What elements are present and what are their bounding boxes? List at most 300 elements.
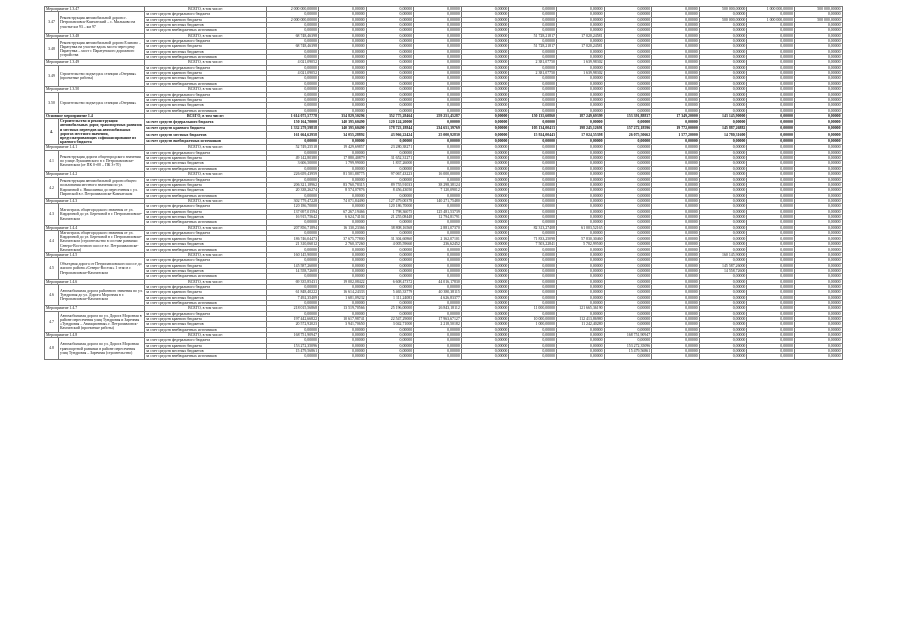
amount-cell: 145 887,26882 bbox=[699, 125, 747, 132]
total-cell: 0,00000 bbox=[794, 225, 842, 230]
event-name: Строительство и реконструкция автомобильных дорог, транспортных развязок и местных переездов на автомобильных дорогах местного значения, предусматривающих софинансирование из краевого бюджета bbox=[59, 119, 145, 145]
amount-cell: 0,00000 bbox=[461, 230, 509, 236]
amount-cell: 0,00000 bbox=[794, 81, 842, 86]
funding-source-label: за счет средств внебюджетных источников bbox=[145, 327, 267, 332]
funding-source-label: за счет средств внебюджетных источников bbox=[145, 55, 267, 60]
amount-cell: 0,00000 bbox=[652, 354, 700, 359]
amount-cell: 0,00000 bbox=[794, 354, 842, 359]
amount-cell: 500 000,00000 bbox=[699, 17, 747, 22]
amount-cell: 0,00000 bbox=[604, 290, 652, 295]
amount-cell: 0,00000 bbox=[366, 55, 414, 60]
amount-cell: 1 681,09232 bbox=[319, 295, 367, 300]
funding-source-label: за счет средств краевого бюджета bbox=[145, 182, 267, 187]
amount-cell: 0,00000 bbox=[747, 193, 795, 198]
amount-cell: 0,00000 bbox=[366, 285, 414, 290]
amount-cell: 0,00000 bbox=[414, 28, 462, 33]
amount-cell: 7 120,09012 bbox=[414, 188, 462, 193]
total-cell: 0,00000 bbox=[461, 279, 509, 284]
amount-cell: 0,00000 bbox=[747, 49, 795, 54]
amount-cell: 0,00000 bbox=[319, 44, 367, 49]
amount-cell: 0,00000 bbox=[652, 177, 700, 182]
amount-cell: 0,00000 bbox=[556, 349, 604, 354]
amount-cell: 0,00000 bbox=[461, 268, 509, 273]
funding-source-label: за счет средств краевого бюджета bbox=[145, 156, 267, 161]
total-cell: 23 280,38271 bbox=[366, 145, 414, 150]
event-name: Реконструкция автомобильной дороги общего пользования местного значения по ул. Кирпичной с. Николаевка до пересечения с ул. Пиратской в г. Петропавловске-Камчатском bbox=[59, 177, 145, 198]
amount-cell: 0,00000 bbox=[461, 65, 509, 70]
amount-cell: 4 005,59660 bbox=[366, 241, 414, 247]
amount-cell: 0,00000 bbox=[509, 150, 557, 155]
event-title: Мероприятие 1.4.7 bbox=[45, 306, 145, 311]
event-name: Объездная дорога от Петропавловского шоссе до жилого района «Северо-Восток» 1 этап в г. Петропавловске-Камчатском bbox=[59, 258, 145, 279]
total-label: ВСЕГО, в том числе: bbox=[145, 33, 267, 38]
amount-cell: 1 332 279,59818 bbox=[267, 125, 319, 132]
amount-cell: 0,00000 bbox=[267, 138, 319, 145]
total-cell: 0,00000 bbox=[604, 172, 652, 177]
amount-cell: 0,00000 bbox=[699, 274, 747, 279]
total-cell: 16 000,00000 bbox=[414, 172, 462, 177]
amount-cell: 0,00000 bbox=[461, 76, 509, 81]
event-index: 4.8 bbox=[45, 338, 59, 359]
amount-cell: 0,00000 bbox=[794, 161, 842, 166]
total-cell: 0,00000 bbox=[699, 306, 747, 311]
amount-cell: 0,00000 bbox=[509, 103, 557, 108]
amount-cell: 0,00000 bbox=[267, 55, 319, 60]
amount-cell: 21 310,06012 bbox=[267, 241, 319, 247]
amount-cell: 0,00000 bbox=[556, 76, 604, 81]
funding-source-label: за счет средств внебюджетных источников bbox=[145, 28, 267, 33]
amount-cell: 0,00000 bbox=[461, 354, 509, 359]
amount-cell: 40 380,38115 bbox=[414, 290, 462, 295]
amount-cell: 0,00000 bbox=[699, 28, 747, 33]
amount-cell: 0,00000 bbox=[414, 161, 462, 166]
amount-cell: 0,00000 bbox=[652, 317, 700, 322]
amount-cell: 0,00000 bbox=[461, 156, 509, 161]
amount-cell: 51 728,21817 bbox=[509, 44, 557, 49]
event-title: Мероприятие 1.4.2 bbox=[45, 172, 145, 177]
amount-cell: 10 000,00000 bbox=[509, 317, 557, 322]
total-cell: 0,00000 bbox=[461, 172, 509, 177]
amount-cell: 0,00000 bbox=[319, 23, 367, 28]
total-cell: 0,00000 bbox=[747, 333, 795, 338]
amount-cell: 0,00000 bbox=[747, 132, 795, 139]
amount-cell: 0,00000 bbox=[604, 268, 652, 273]
amount-cell: 0,00000 bbox=[604, 103, 652, 108]
amount-cell: 0,00000 bbox=[414, 65, 462, 70]
amount-cell: 0,00000 bbox=[604, 44, 652, 49]
total-cell: 97 067,43223 bbox=[366, 172, 414, 177]
total-cell: 259 251,45287 bbox=[414, 113, 462, 118]
amount-cell: 0,00000 bbox=[699, 49, 747, 54]
amount-cell: 500 000,00000 bbox=[794, 17, 842, 22]
amount-cell: 0,00000 bbox=[267, 301, 319, 306]
amount-cell: 0,00000 bbox=[509, 290, 557, 295]
amount-cell: 49 142,80380 bbox=[267, 156, 319, 161]
amount-cell: 0,00000 bbox=[699, 182, 747, 187]
amount-cell: 0,00000 bbox=[699, 214, 747, 219]
amount-cell: 0,00000 bbox=[461, 44, 509, 49]
funding-source-label: за счет средств федерального бюджета bbox=[145, 65, 267, 70]
amount-cell: 0,00000 bbox=[509, 12, 557, 17]
amount-cell: 0,00000 bbox=[747, 81, 795, 86]
total-cell: 0,00000 bbox=[652, 198, 700, 203]
amount-cell: 0,00000 bbox=[414, 97, 462, 102]
amount-cell: 0,00000 bbox=[319, 354, 367, 359]
amount-cell: 0,00000 bbox=[794, 55, 842, 60]
funding-source-label: за счет средств краевого бюджета bbox=[145, 236, 267, 242]
amount-cell: 0,00000 bbox=[414, 92, 462, 97]
amount-cell: 0,00000 bbox=[652, 247, 700, 253]
amount-cell: 140 395,60490 bbox=[319, 125, 367, 132]
amount-cell: 0,00000 bbox=[652, 119, 700, 126]
event-title: Мероприятие 1.4.4 bbox=[45, 225, 145, 230]
amount-cell: 0,00000 bbox=[366, 39, 414, 44]
amount-cell: 0,00000 bbox=[699, 55, 747, 60]
amount-cell: 0,00000 bbox=[747, 317, 795, 322]
amount-cell: 0,00000 bbox=[414, 193, 462, 198]
funding-source-label: за счет средств внебюджетных источников bbox=[145, 354, 267, 359]
amount-cell: 0,00000 bbox=[652, 97, 700, 102]
amount-cell: 0,00000 bbox=[604, 39, 652, 44]
amount-cell: 1 798,36075 bbox=[366, 209, 414, 214]
amount-cell: 0,00000 bbox=[652, 23, 700, 28]
amount-cell: 0,00000 bbox=[604, 161, 652, 166]
funding-source-label: за счет средств внебюджетных источников bbox=[145, 247, 267, 253]
amount-cell: 0,00000 bbox=[652, 39, 700, 44]
total-cell: 0,00000 bbox=[699, 333, 747, 338]
amount-cell: 0,00000 bbox=[509, 204, 557, 209]
amount-cell: 0,00000 bbox=[414, 17, 462, 22]
total-cell: 0,00000 bbox=[747, 225, 795, 230]
amount-cell: 0,00000 bbox=[414, 204, 462, 209]
amount-cell: 0,00000 bbox=[652, 103, 700, 108]
amount-cell: 0,00000 bbox=[366, 263, 414, 268]
total-cell: 0,00000 bbox=[747, 252, 795, 257]
amount-cell: 0,00000 bbox=[747, 285, 795, 290]
amount-cell: 0,00000 bbox=[509, 263, 557, 268]
total-cell: 0,00000 bbox=[652, 145, 700, 150]
amount-cell: 61 848,40222 bbox=[267, 290, 319, 295]
total-cell: 0,00000 bbox=[461, 306, 509, 311]
total-cell: 0,00000 bbox=[556, 7, 604, 12]
total-cell: 0,00000 bbox=[604, 145, 652, 150]
amount-cell: 0,00000 bbox=[794, 103, 842, 108]
amount-cell: 17 880,40879 bbox=[319, 156, 367, 161]
funding-source-label: за счет средств федерального бюджета bbox=[145, 230, 267, 236]
funding-source-label: за счет средств внебюджетных источников bbox=[145, 166, 267, 171]
amount-cell: 0,00000 bbox=[366, 12, 414, 17]
amount-cell: 0,00000 bbox=[794, 343, 842, 348]
amount-cell: 0,00000 bbox=[366, 247, 414, 253]
amount-cell: 0,00000 bbox=[652, 150, 700, 155]
amount-cell: 105 134,00413 bbox=[509, 125, 557, 132]
total-cell: 0,00000 bbox=[461, 145, 509, 150]
amount-cell: 0,00000 bbox=[794, 39, 842, 44]
total-cell: 0,00000 bbox=[699, 145, 747, 150]
amount-cell: 15 479,56861 bbox=[267, 349, 319, 354]
amount-cell: 0,00000 bbox=[461, 132, 509, 139]
amount-cell: 0,00000 bbox=[699, 71, 747, 76]
funding-source-label: за счет средств краевого бюджета bbox=[145, 343, 267, 348]
total-cell: 187 249,69399 bbox=[556, 113, 604, 118]
amount-cell: 0,00000 bbox=[319, 166, 367, 171]
amount-cell: 0,00000 bbox=[556, 28, 604, 33]
amount-cell: 0,00000 bbox=[509, 188, 557, 193]
total-cell: 61 003,52165 bbox=[556, 225, 604, 230]
total-cell: 0,00000 bbox=[461, 333, 509, 338]
amount-cell: 0,00000 bbox=[414, 354, 462, 359]
amount-cell: 6 624,74104 bbox=[319, 214, 367, 219]
amount-cell: 0,00000 bbox=[267, 177, 319, 182]
total-label: ВСЕГО, в том числе: bbox=[145, 60, 267, 65]
amount-cell: 0,00000 bbox=[509, 28, 557, 33]
amount-cell: 0,00000 bbox=[747, 108, 795, 113]
event-title: Мероприятие 1.4.5 bbox=[45, 252, 145, 257]
amount-cell: 0,00000 bbox=[461, 71, 509, 76]
amount-cell: 0,00000 bbox=[699, 23, 747, 28]
amount-cell: 0,00000 bbox=[319, 39, 367, 44]
amount-cell: 120 124,20000 bbox=[366, 119, 414, 126]
amount-cell: 0,00000 bbox=[509, 166, 557, 171]
amount-cell: 3 606,50000 bbox=[267, 161, 319, 166]
amount-cell: 0,00000 bbox=[509, 39, 557, 44]
amount-cell: 0,00000 bbox=[556, 119, 604, 126]
funding-source-label: за счет средств федерального бюджета bbox=[145, 338, 267, 343]
amount-cell: 0,00000 bbox=[699, 209, 747, 214]
amount-cell: 145 587,26000 bbox=[267, 263, 319, 268]
amount-cell: 0,00000 bbox=[556, 97, 604, 102]
amount-cell: 0,00000 bbox=[652, 49, 700, 54]
total-cell: 500 000,00000 bbox=[699, 7, 747, 12]
amount-cell: 0,00000 bbox=[652, 204, 700, 209]
funding-source-row bbox=[45, 354, 843, 359]
funding-source-label: за счет средств краевого бюджета bbox=[145, 209, 267, 214]
event-index: 4.1 bbox=[45, 150, 59, 171]
amount-cell: 0,00000 bbox=[509, 247, 557, 253]
total-cell: 140 271,75480 bbox=[414, 198, 462, 203]
funding-source-row bbox=[45, 138, 843, 145]
funding-source-label: за счет средств федерального бюджета bbox=[145, 119, 267, 126]
event-index: 4.5 bbox=[45, 258, 59, 279]
amount-cell: 0,00000 bbox=[604, 236, 652, 242]
amount-cell: 0,00000 bbox=[699, 317, 747, 322]
total-cell: 150 135,60860 bbox=[509, 113, 557, 118]
amount-cell: 0,00000 bbox=[604, 354, 652, 359]
event-title: Мероприятие 1.3.48 bbox=[45, 33, 145, 38]
total-cell: 0,00000 bbox=[747, 306, 795, 311]
amount-cell: 0,00000 bbox=[509, 138, 557, 145]
amount-cell: 0,00000 bbox=[794, 349, 842, 354]
amount-cell: 0,00000 bbox=[747, 166, 795, 171]
amount-cell: 0,00000 bbox=[699, 138, 747, 145]
total-cell: 0,00000 bbox=[366, 252, 414, 257]
total-cell: 0,00000 bbox=[556, 252, 604, 257]
amount-cell: 0,00000 bbox=[366, 97, 414, 102]
funding-source-label: за счет средств краевого бюджета bbox=[145, 97, 267, 102]
amount-cell: 0,00000 bbox=[604, 71, 652, 76]
total-label: ВСЕГО, в том числе: bbox=[145, 198, 267, 203]
amount-cell: 0,00000 bbox=[794, 177, 842, 182]
total-cell: 17 349,20000 bbox=[652, 113, 700, 118]
amount-cell: 0,00000 bbox=[366, 177, 414, 182]
amount-cell: 0,00000 bbox=[366, 258, 414, 263]
amount-cell: 0,00000 bbox=[699, 156, 747, 161]
total-cell: 0,00000 bbox=[509, 333, 557, 338]
amount-cell: 0,00000 bbox=[556, 263, 604, 268]
amount-cell: 16 915,75642 bbox=[267, 214, 319, 219]
amount-cell: 0,00000 bbox=[747, 103, 795, 108]
amount-cell: 0,00000 bbox=[556, 327, 604, 332]
amount-cell: 0,00000 bbox=[319, 108, 367, 113]
amount-cell: 0,00000 bbox=[461, 290, 509, 295]
amount-cell: 0,00000 bbox=[414, 177, 462, 182]
amount-cell: 0,00000 bbox=[794, 138, 842, 145]
amount-cell: 0,00000 bbox=[267, 81, 319, 86]
amount-cell: 0,00000 bbox=[414, 274, 462, 279]
amount-cell: 38 298,38124 bbox=[414, 182, 462, 187]
amount-cell: 0,00000 bbox=[604, 230, 652, 236]
total-cell: 19 429,69857 bbox=[319, 145, 367, 150]
amount-cell: 0,00000 bbox=[461, 274, 509, 279]
amount-cell: 0,00000 bbox=[509, 55, 557, 60]
total-cell: 0,00000 bbox=[604, 7, 652, 12]
amount-cell: 0,00000 bbox=[461, 263, 509, 268]
amount-cell: 0,00000 bbox=[794, 28, 842, 33]
amount-cell: 0,00000 bbox=[556, 285, 604, 290]
amount-cell: 0,00000 bbox=[461, 28, 509, 33]
amount-cell: 0,00000 bbox=[556, 354, 604, 359]
amount-cell: 0,00000 bbox=[461, 349, 509, 354]
amount-cell: 0,00000 bbox=[747, 220, 795, 225]
total-cell: 0,00000 bbox=[699, 172, 747, 177]
amount-cell: 2 162,07101 bbox=[414, 236, 462, 242]
amount-cell: 21 255,08448 bbox=[366, 214, 414, 219]
amount-cell: 0,00000 bbox=[604, 55, 652, 60]
amount-cell: 0,00000 bbox=[319, 81, 367, 86]
amount-cell: 2 218,50182 bbox=[414, 322, 462, 327]
amount-cell: 0,00000 bbox=[699, 311, 747, 316]
amount-cell: 0,00000 bbox=[509, 354, 557, 359]
total-cell: 38 808,16568 bbox=[366, 225, 414, 230]
amount-cell: 0,00000 bbox=[747, 290, 795, 295]
amount-cell: 0,00000 bbox=[461, 125, 509, 132]
total-cell: 0,00000 bbox=[319, 87, 367, 92]
event-index: 4.3 bbox=[45, 204, 59, 225]
amount-cell: 0,00000 bbox=[747, 119, 795, 126]
amount-cell: 0,00000 bbox=[509, 23, 557, 28]
event-name: Автомобильная дорога по ул. Дорога Морозная в районе пересечения улиц Тундровая и Заречная «Тундровая – Авиационная» г. Петропавловск-Камчатский (проектные работы) bbox=[59, 311, 145, 332]
amount-cell: 0,00000 bbox=[267, 23, 319, 28]
amount-cell: 0,00000 bbox=[747, 71, 795, 76]
total-cell: 0,00000 bbox=[794, 87, 842, 92]
amount-cell: 0,00000 bbox=[699, 236, 747, 242]
amount-cell: 0,00000 bbox=[747, 23, 795, 28]
amount-cell: 0,00000 bbox=[319, 17, 367, 22]
funding-source-label: за счет средств федерального бюджета bbox=[145, 285, 267, 290]
total-cell: 0,00000 bbox=[414, 252, 462, 257]
amount-cell: 0,00000 bbox=[699, 327, 747, 332]
total-cell: 0,00000 bbox=[747, 33, 795, 38]
amount-cell: 0,00000 bbox=[699, 241, 747, 247]
total-label: ВСЕГО, в том числе: bbox=[145, 172, 267, 177]
amount-cell: 0,00000 bbox=[604, 108, 652, 113]
amount-cell: 0,00000 bbox=[604, 220, 652, 225]
amount-cell: 0,00000 bbox=[794, 204, 842, 209]
amount-cell: 1 837,26000 bbox=[366, 161, 414, 166]
amount-cell: 0,00000 bbox=[319, 55, 367, 60]
amount-cell: 0,00000 bbox=[747, 295, 795, 300]
amount-cell: 125 481,53739 bbox=[414, 209, 462, 214]
amount-cell: 0,00000 bbox=[747, 65, 795, 70]
amount-cell: 0,00000 bbox=[652, 108, 700, 113]
amount-cell: 0,00000 bbox=[267, 108, 319, 113]
funding-source-label: за счет средств краевого бюджета bbox=[145, 71, 267, 76]
amount-cell: 0,00000 bbox=[699, 247, 747, 253]
amount-cell: 0,00000 bbox=[366, 92, 414, 97]
total-cell: 0,00000 bbox=[461, 87, 509, 92]
amount-cell: 0,00000 bbox=[604, 156, 652, 161]
amount-cell: 10 617,98741 bbox=[319, 317, 367, 322]
amount-cell: 0,00000 bbox=[699, 103, 747, 108]
total-cell: 1 000 000,00000 bbox=[747, 7, 795, 12]
total-cell: 0,00000 bbox=[556, 87, 604, 92]
total-cell: 1 639,98302 bbox=[556, 60, 604, 65]
total-cell: 0,00000 bbox=[366, 33, 414, 38]
amount-cell: 1 799,99000 bbox=[319, 161, 367, 166]
amount-cell: 0,00000 bbox=[461, 150, 509, 155]
amount-cell: 0,00000 bbox=[747, 44, 795, 49]
amount-cell: 0,00000 bbox=[319, 193, 367, 198]
total-cell: 0,00000 bbox=[794, 333, 842, 338]
total-cell: 0,00000 bbox=[747, 60, 795, 65]
amount-cell: 0,00000 bbox=[652, 241, 700, 247]
total-cell: 0,00000 bbox=[461, 113, 509, 118]
amount-cell: 0,00000 bbox=[794, 311, 842, 316]
amount-cell: 16 614,24333 bbox=[319, 290, 367, 295]
amount-cell: 0,00000 bbox=[747, 55, 795, 60]
event-name: Реконструкция автомобильной дороги г. Петропавловск-Камчатский – с. Мильково на участке км 93 – км 97 bbox=[59, 12, 145, 33]
funding-source-label: за счет средств местных бюджетов bbox=[145, 349, 267, 354]
amount-cell: 0,00000 bbox=[461, 311, 509, 316]
amount-cell: 0,00000 bbox=[319, 103, 367, 108]
amount-cell: 0,00000 bbox=[319, 12, 367, 17]
amount-cell: 0,00000 bbox=[556, 150, 604, 155]
total-cell: 0,00000 bbox=[794, 60, 842, 65]
total-cell: 0,00000 bbox=[414, 87, 462, 92]
total-cell: 0,00000 bbox=[794, 33, 842, 38]
amount-cell: 0,00000 bbox=[366, 343, 414, 348]
amount-cell: 0,00000 bbox=[319, 263, 367, 268]
amount-cell: 0,00000 bbox=[509, 327, 557, 332]
amount-cell: 0,00000 bbox=[556, 193, 604, 198]
amount-cell: 0,00000 bbox=[509, 220, 557, 225]
amount-cell: 0,00000 bbox=[461, 220, 509, 225]
amount-cell: 57 830,30460 bbox=[556, 236, 604, 242]
amount-cell: 0,00000 bbox=[556, 138, 604, 145]
amount-cell: 0,00000 bbox=[461, 103, 509, 108]
total-cell: 0,00000 bbox=[267, 87, 319, 92]
amount-cell: 0,00000 bbox=[461, 343, 509, 348]
amount-cell: 14 558,72600 bbox=[699, 268, 747, 273]
amount-cell: 0,00000 bbox=[747, 188, 795, 193]
funding-source-label: за счет средств внебюджетных источников bbox=[145, 138, 267, 145]
amount-cell: 0,00000 bbox=[414, 268, 462, 273]
amount-cell: 0,00000 bbox=[604, 177, 652, 182]
amount-cell: 0,00000 bbox=[604, 274, 652, 279]
budget-table bbox=[44, 6, 843, 360]
amount-cell: 0,00000 bbox=[556, 65, 604, 70]
funding-source-label: за счет средств краевого бюджета bbox=[145, 263, 267, 268]
